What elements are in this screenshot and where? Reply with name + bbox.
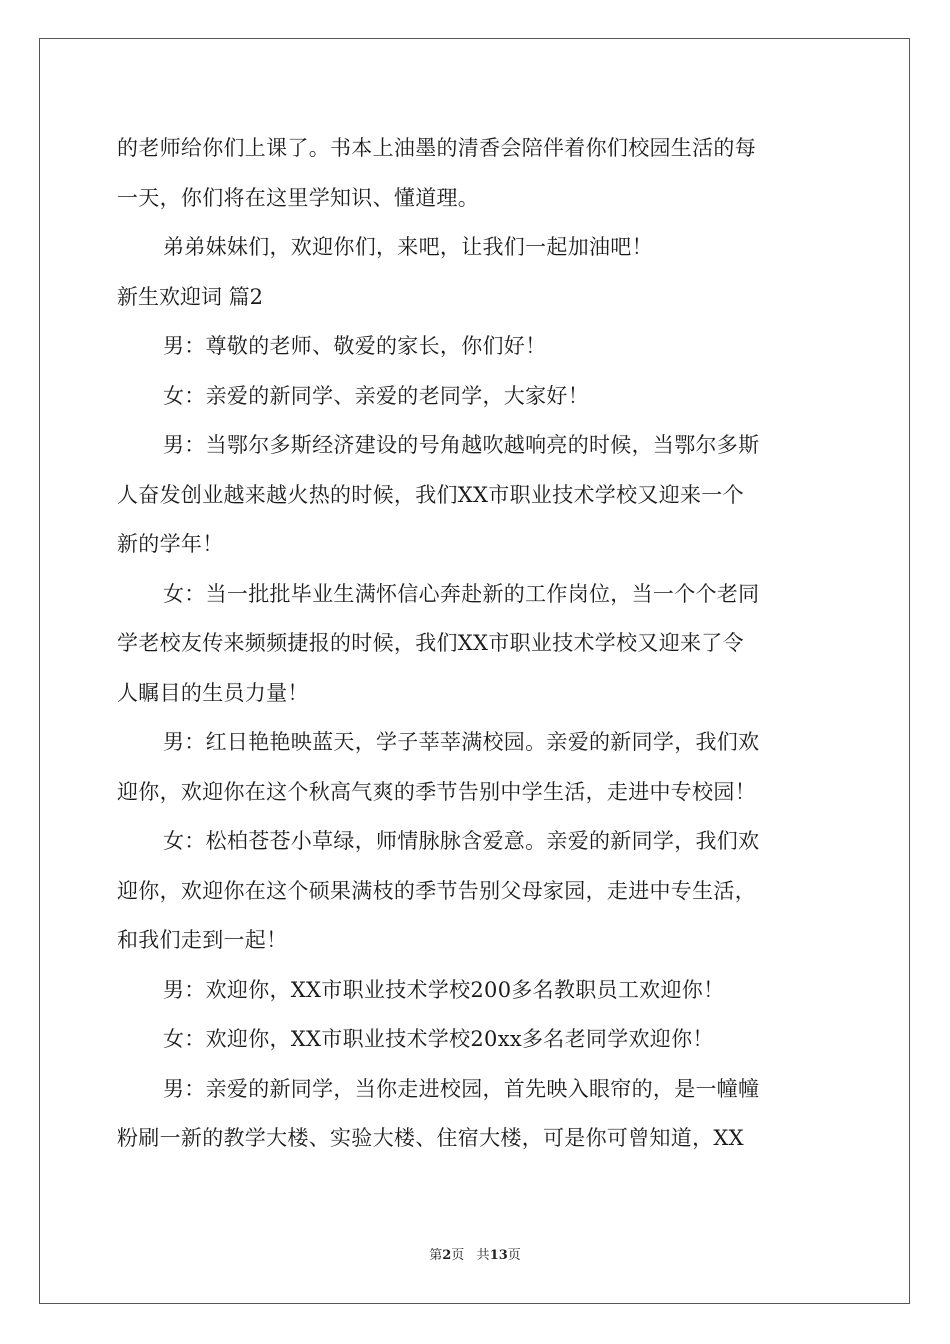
page-number-suffix: 页 bbox=[451, 1248, 465, 1263]
text-line: 人奋发创业越来越火热的时候，我们XX市职业技术学校又迎来一个 bbox=[117, 482, 744, 507]
page-total-prefix: 共 bbox=[476, 1248, 490, 1263]
text-line: 弟弟妹妹们，欢迎你们，来吧，让我们一起加油吧！ bbox=[163, 235, 653, 259]
text-line: 人瞩目的生员力量！ bbox=[117, 680, 309, 705]
page-number-prefix: 第 bbox=[429, 1248, 443, 1263]
section-heading: 新生欢迎词 篇2 bbox=[117, 284, 264, 309]
text-line: 女：当一批批毕业生满怀信心奔赴新的工作岗位，当一个个老同 bbox=[163, 581, 760, 606]
text-line: 学老校友传来频频捷报的时候，我们XX市职业技术学校又迎来了令 bbox=[117, 631, 744, 655]
page-footer bbox=[0, 1244, 950, 1263]
text-line: 男：尊敬的老师、敬爱的家长，你们好！ bbox=[163, 334, 547, 358]
text-line: 一天，你们将在这里学知识、懂道理。 bbox=[117, 185, 480, 210]
text-line: 迎你，欢迎你在这个硕果满枝的季节告别父母家园，走进中专生活， bbox=[117, 878, 756, 903]
text-line: 男：亲爱的新同学，当你走进校园，首先映入眼帘的，是一幢幢 bbox=[163, 1076, 760, 1101]
text-line: 和我们走到一起！ bbox=[117, 928, 288, 952]
text-line: 女：松柏苍苍小草绿，师情脉脉含爱意。亲爱的新同学，我们欢 bbox=[163, 829, 760, 853]
text-line: 女：亲爱的新同学、亲爱的老同学，大家好！ bbox=[163, 383, 589, 408]
text-line: 迎你，欢迎你在这个秋高气爽的季节告别中学生活，走进中专校园！ bbox=[117, 779, 756, 804]
text-line: 粉刷一新的教学大楼、实验大楼、住宿大楼，可是你可曾知道，XX bbox=[117, 1126, 744, 1150]
text-line: 新的学年！ bbox=[117, 532, 224, 556]
page-total-suffix: 页 bbox=[507, 1248, 521, 1263]
text-line: 男：欢迎你，XX市职业技术学校200多名教职员工欢迎你！ bbox=[163, 977, 725, 1002]
text-line: 男：红日艳艳映蓝天，学子莘莘满校园。亲爱的新同学，我们欢 bbox=[163, 730, 760, 754]
text-line: 女：欢迎你，XX市职业技术学校20xx多名老同学欢迎你！ bbox=[163, 1027, 714, 1051]
text-line: 男：当鄂尔多斯经济建设的号角越吹越响亮的时候，当鄂尔多斯 bbox=[163, 433, 760, 457]
text-line: 的老师给你们上课了。书本上油墨的清香会陪伴着你们校园生活的每 bbox=[117, 136, 756, 160]
document-body bbox=[117, 124, 835, 1164]
page-number-current: 2 bbox=[442, 1248, 452, 1263]
page-number-total: 13 bbox=[489, 1248, 508, 1263]
